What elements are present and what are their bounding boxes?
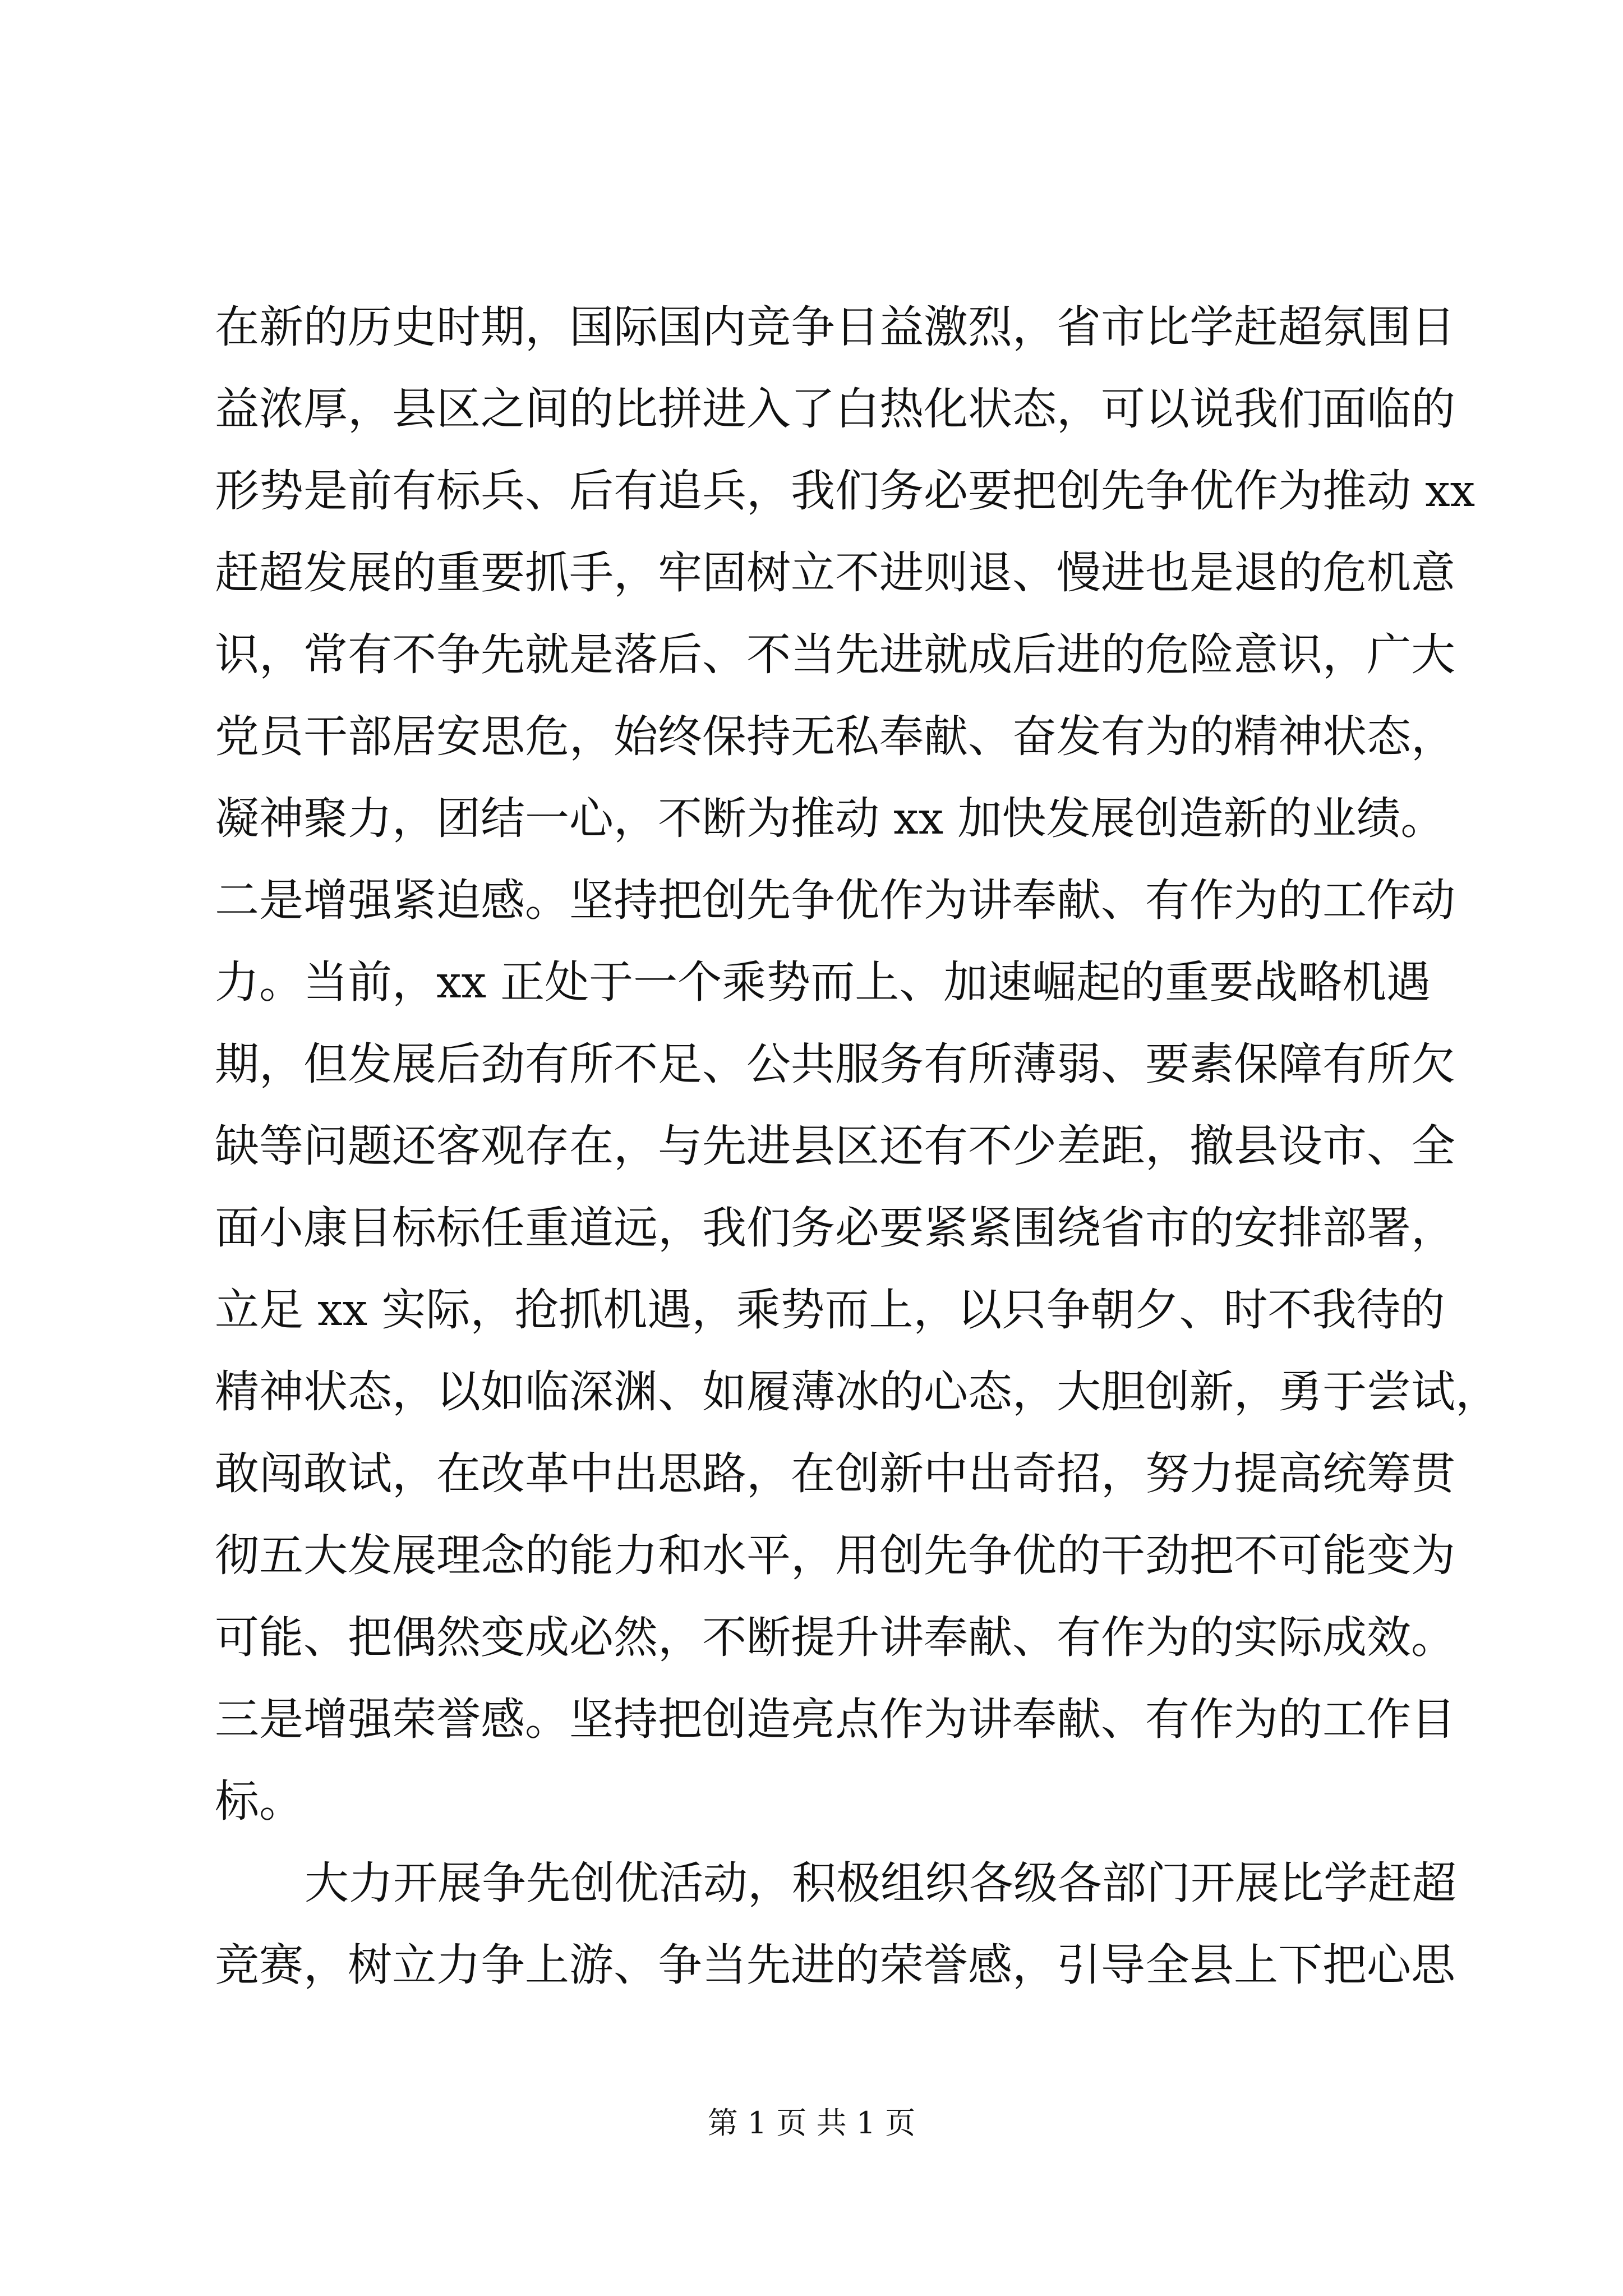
text-line: 凝神聚力，团结一心，不断为推动 xx 加快发展创造新的业绩。 xyxy=(215,793,1445,844)
document-body xyxy=(215,286,1500,2006)
text-line: 可能、把偶然变成必然，不断提升讲奉献、有作为的实际成效。 xyxy=(215,1612,1455,1663)
text-line: 在新的历史时期，国际国内竞争日益激烈，省市比学赶超氛围日 xyxy=(215,301,1455,353)
text-line: 精神状态，以如临深渊、如履薄冰的心态，大胆创新，勇于尝试， xyxy=(215,1366,1500,1418)
text-line: 识，常有不争先就是落后、不当先进就成后进的危险意识，广大 xyxy=(215,629,1455,680)
text-line: 彻五大发展理念的能力和水平，用创先争优的干劲把不可能变为 xyxy=(215,1530,1455,1581)
text-line: 党员干部居安思危，始终保持无私奉献、奋发有为的精神状态， xyxy=(215,711,1455,762)
text-line: 标。 xyxy=(215,1775,303,1827)
text-line: 面小康目标标任重道远，我们务必要紧紧围绕省市的安排部署， xyxy=(215,1202,1455,1254)
text-line: 立足 xx 实际，抢抓机遇，乘势而上，以只争朝夕、时不我待的 xyxy=(215,1284,1445,1336)
text-line: 大力开展争先创优活动，积极组织各级各部门开展比学赶超 xyxy=(305,1857,1456,1909)
text-line: 缺等问题还客观存在，与先进县区还有不少差距，撤县设市、全 xyxy=(215,1120,1455,1172)
text-line: 三是增强荣誉感。坚持把创造亮点作为讲奉献、有作为的工作目 xyxy=(215,1694,1455,1745)
text-line: 赶超发展的重要抓手，牢固树立不进则退、慢进也是退的危机意 xyxy=(215,547,1455,599)
text-line: 竞赛，树立力争上游、争当先进的荣誉感，引导全县上下把心思 xyxy=(215,1939,1455,1991)
text-line: 形势是前有标兵、后有追兵，我们务必要把创先争优作为推动 xx xyxy=(215,465,1476,517)
text-line: 期，但发展后劲有所不足、公共服务有所薄弱、要素保障有所欠 xyxy=(215,1038,1455,1090)
page-footer xyxy=(0,2101,1623,2146)
text-line: 二是增强紧迫感。坚持把创先争优作为讲奉献、有作为的工作动 xyxy=(215,875,1455,926)
text-line: 力。当前，xx 正处于一个乘势而上、加速崛起的重要战略机遇 xyxy=(215,956,1431,1008)
page-number-label: 第 1 页 共 1 页 xyxy=(707,2105,916,2141)
text-line: 益浓厚，县区之间的比拼进入了白热化状态，可以说我们面临的 xyxy=(215,383,1455,435)
text-line: 敢闯敢试，在改革中出思路，在创新中出奇招，努力提高统筹贯 xyxy=(215,1448,1455,1499)
